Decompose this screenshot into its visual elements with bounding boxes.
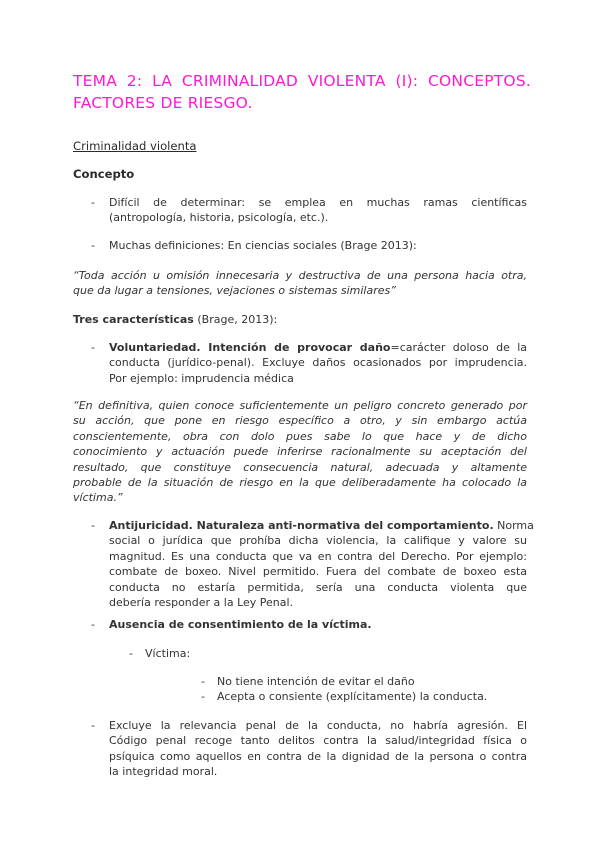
- victima-item-1: [217, 674, 415, 689]
- text-line: conducta (jurídico-penal). Excluye daños ocasionados por imprudencia.: [109, 356, 527, 370]
- voluntariedad-bold: Voluntariedad. Intención de provocar daño: [109, 341, 391, 354]
- text-line: debería responder a la Ley Penal.: [109, 596, 294, 610]
- bullet-dash: -: [91, 519, 95, 532]
- text-line: psíquica como aquellos en contra de la dignidad de la persona o contra: [109, 749, 527, 763]
- title-line-2: FACTORES DE RIESGO.: [73, 94, 253, 112]
- victima-label: [145, 646, 190, 661]
- text-line: Excluye la relevancia penal de la conducta, no habría agresión. El: [109, 719, 527, 732]
- text-line: conocimiento y actuación puede inferirse racionalmente su aceptación del: [73, 445, 527, 459]
- tres-rest: (Brage, 2013):: [193, 313, 278, 326]
- text-line: víctima.”: [73, 491, 123, 505]
- concepto-heading: Concepto: [73, 167, 135, 181]
- title-line-1: TEMA 2: LA CRIMINALIDAD VIOLENTA (I): CONCEPTOS.: [73, 72, 531, 90]
- bullet-dash: -: [201, 690, 205, 703]
- page-title: [73, 70, 531, 114]
- bullet-dash: -: [91, 196, 95, 209]
- concepto-bullet-1: [109, 195, 527, 226]
- quote-definition: [73, 268, 527, 299]
- text-line: magnitud. Es una conducta que va en contra del Derecho. Por ejemplo:: [109, 549, 527, 563]
- text-line: la integridad moral.: [109, 765, 218, 779]
- text-line: (antropología, historia, psicología, etc.).: [109, 211, 329, 225]
- text-line: “Toda acción u omisión innecesaria y destructiva de una persona hacia otra,: [73, 269, 527, 282]
- text-line: “En definitiva, quien conoce suficientemente un peligro concreto generado por: [73, 399, 527, 412]
- text-line: Muchas definiciones: En ciencias sociales (Brage 2013):: [109, 239, 417, 252]
- bullet-dash: -: [201, 675, 205, 688]
- voluntariedad-rest: =carácter doloso de la: [390, 341, 528, 354]
- text-line: conducta no estaría permitida, sería una conducta violenta que: [109, 580, 527, 594]
- antijuricidad-bullet: [109, 518, 534, 610]
- voluntariedad-bullet: [109, 340, 527, 386]
- section-heading: Criminalidad violenta: [73, 139, 197, 153]
- text-line: social o jurídica que prohíba dicha violencia, la califique y valore su: [109, 534, 527, 548]
- ausencia-bold: Ausencia de consentimiento de la víctima.: [109, 618, 372, 631]
- antijuricidad-rest: Norma: [493, 519, 534, 532]
- text-line: su acción, que pone en riesgo específico a otro, y sin embargo actúa: [73, 414, 527, 428]
- quote-dolo: [73, 398, 527, 506]
- text-line: que da lugar a tensiones, vejaciones o sistemas similares”: [73, 284, 396, 298]
- text-line: probable de la situación de riesgo en la que deliberadamente ha colocado la: [73, 476, 527, 490]
- bullet-dash: -: [91, 719, 95, 732]
- text-line: Acepta o consiente (explícitamente) la conducta.: [217, 690, 488, 703]
- antijuricidad-bold: Antijuricidad. Naturaleza anti-normativa del comportamiento.: [109, 519, 494, 532]
- tres-bold: Tres características: [73, 313, 194, 326]
- concepto-bullet-2: [109, 238, 527, 253]
- text-line: No tiene intención de evitar el daño: [217, 675, 415, 688]
- text-line: Código penal recoge tanto delitos contra la salud/integridad física o: [109, 734, 527, 748]
- excluye-bullet: [109, 718, 527, 780]
- ausencia-bullet: [109, 617, 372, 632]
- bullet-dash: -: [91, 341, 95, 354]
- text-line: Por ejemplo: imprudencia médica: [109, 371, 294, 385]
- bullet-dash: -: [91, 618, 95, 631]
- text-line: Víctima:: [145, 647, 191, 660]
- text-line: resultado, que constituye consecuencia natural, adecuada y altamente: [73, 460, 527, 474]
- victima-item-2: [217, 689, 487, 704]
- bullet-dash: -: [91, 239, 95, 252]
- text-line: combate de boxeo. Nivel permitido. Fuera del combate de boxeo esta: [109, 565, 527, 579]
- bullet-dash: -: [129, 647, 133, 660]
- tres-caracteristicas: [73, 312, 277, 327]
- text-line: conscientemente, obra con dolo pues sabe lo que hace y de dicho: [73, 429, 527, 443]
- text-line: Difícil de determinar: se emplea en muchas ramas científicas: [109, 196, 527, 209]
